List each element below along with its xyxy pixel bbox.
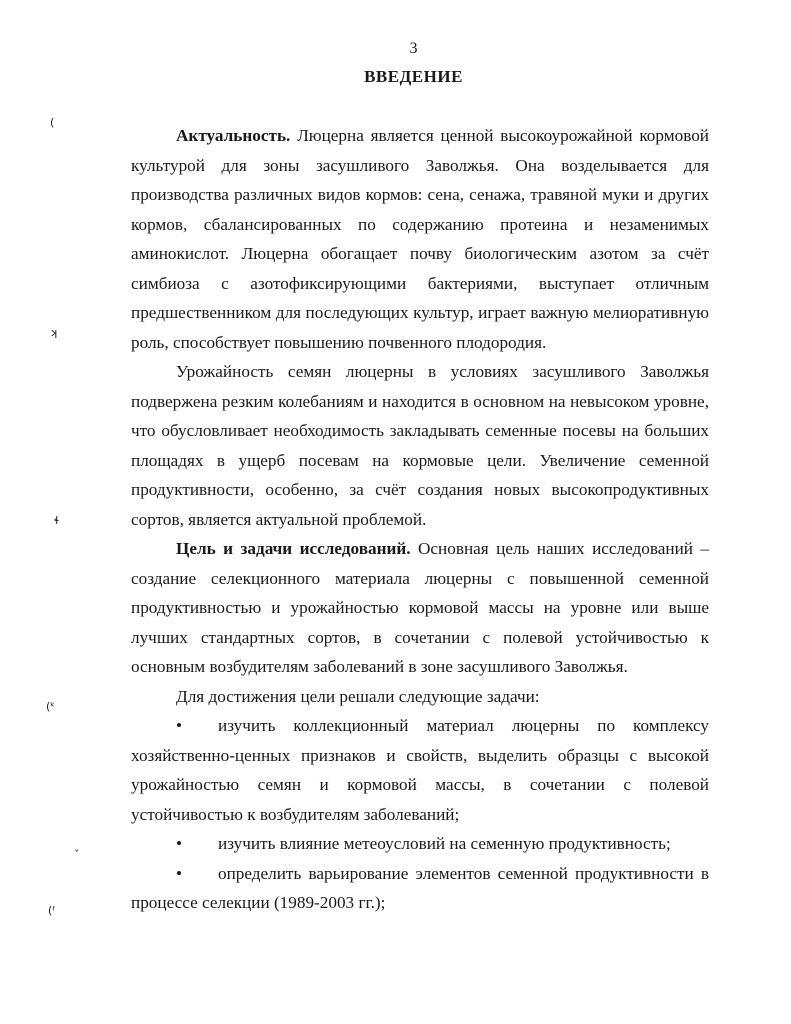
- list-item-text: определить варьирование элементов семенной продуктивности в процессе селекции (1989-2003 гг.);: [131, 863, 709, 912]
- margin-mark: ˇ: [74, 848, 80, 861]
- paragraph-heading: Актуальность.: [176, 126, 291, 145]
- bullet-icon: •: [176, 716, 183, 735]
- bullet-icon: •: [176, 834, 183, 853]
- paragraph-relevance: [131, 121, 709, 357]
- page-number: 3: [409, 40, 418, 57]
- paragraph-yield: [131, 357, 709, 534]
- document-body: [131, 121, 709, 918]
- margin-mark: (: [50, 116, 55, 129]
- paragraph-text: Для достижения цели решали следующие задачи:: [176, 686, 540, 706]
- bullet-icon: •: [176, 863, 183, 883]
- paragraph-text: Основная цель наших исследований – создание селекционного материала люцерны с повышенной семенной продуктивностью и урожайностью кормовой массы на уровне или выше лучших стандартных сортов, в сочетании с полевой устойчивостью к основным возбудителям заболеваний в зоне засушливого Заволжья.: [131, 539, 709, 676]
- margin-mark: (ᶠ: [48, 904, 56, 917]
- paragraph-text: Урожайность семян люцерны в условиях засушливого Заволжья подвержена резким колебаниям и находится в основном на невысоком уровне, что обусловливает необходимость закладывать семенные посевы на больших площадях в ущерб посевам на кормовые цели. Увеличение семенной продуктивности, особенно, за счёт создания новых высокопродуктивных сортов, является актуальной проблемой.: [131, 362, 709, 529]
- margin-mark: ʞ: [50, 326, 58, 339]
- list-item: [131, 711, 709, 829]
- page-title: ВВЕДЕНИЕ: [364, 67, 463, 86]
- margin-mark: (ᵏ: [46, 700, 55, 713]
- list-item: [131, 829, 709, 859]
- list-item: [131, 859, 709, 918]
- margin-mark: ɬ: [54, 514, 60, 527]
- paragraph-text: Люцерна является ценной высокоурожайной кормовой культурой для зоны засушливого Заволжья. Она возделывается для производства различных видов кормов: сена, сенажа, травяной муки и других кормов, сбалансированных по содержанию протеина и незаменимых аминокислот. Люцерна обогащает почву биологическим азотом за счёт симбиоза с азотофиксирующими бактериями, выступает отличным предшественником для последующих культур, играет важную мелиоративную роль, способствует повышению почвенного плодородия.: [131, 126, 709, 352]
- list-item-text: изучить коллекционный материал люцерны по комплексу хозяйственно-ценных признаков и свойств, выделить образцы с высокой урожайностью семян и кормовой массы, в сочетании с полевой устойчивостью к возбудителям заболеваний;: [131, 716, 709, 824]
- paragraph-tasks-intro: [131, 682, 709, 712]
- list-item-text: изучить влияние метеоусловий на семенную продуктивность;: [218, 834, 671, 853]
- paragraph-goals: [131, 534, 709, 682]
- paragraph-heading: Цель и задачи исследований.: [176, 539, 411, 558]
